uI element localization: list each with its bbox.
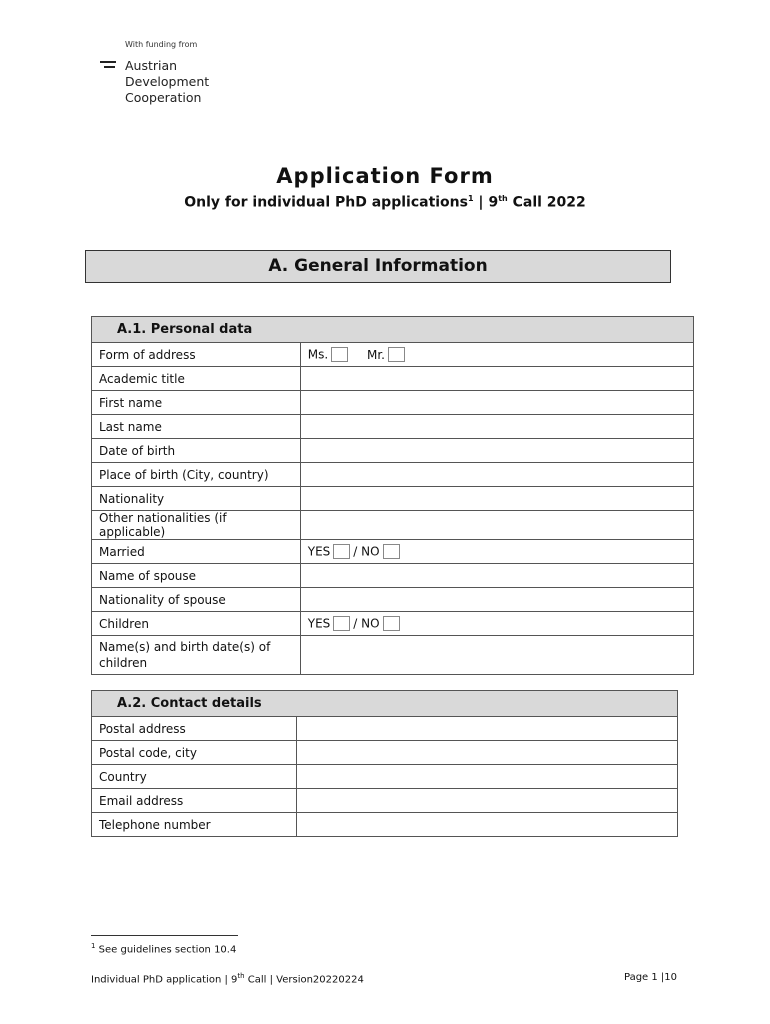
table-row bbox=[92, 367, 694, 391]
adc-logo-text bbox=[125, 58, 209, 106]
table-row bbox=[92, 789, 678, 813]
logo-line-1: Austrian bbox=[125, 58, 178, 73]
mr-label: Mr. bbox=[366, 347, 385, 362]
postal-address-field[interactable] bbox=[296, 717, 677, 741]
page-number: Page 1 |10 bbox=[624, 972, 678, 983]
page-subtitle bbox=[0, 194, 770, 211]
married-yes-label: YES bbox=[307, 544, 331, 559]
table-row bbox=[92, 511, 694, 540]
footer-version bbox=[91, 972, 364, 985]
name-of-spouse-label: Name of spouse bbox=[92, 564, 301, 588]
table-row bbox=[92, 564, 694, 588]
personal-data-header-row bbox=[92, 317, 694, 343]
personal-data-header: A.1. Personal data bbox=[92, 317, 694, 343]
section-a-heading: A. General Information bbox=[85, 250, 671, 283]
logo-line-2: Development bbox=[125, 74, 210, 89]
personal-data-table bbox=[91, 316, 694, 675]
nationality-of-spouse-field[interactable] bbox=[300, 588, 693, 612]
children-names-line-2: children bbox=[99, 656, 148, 670]
married-yes-checkbox[interactable] bbox=[333, 544, 350, 559]
academic-title-label: Academic title bbox=[92, 367, 301, 391]
children-names-line-1: Name(s) and birth date(s) of bbox=[99, 640, 271, 654]
postal-address-label: Postal address bbox=[92, 717, 297, 741]
page-title: Application Form bbox=[276, 164, 494, 188]
mr-checkbox[interactable] bbox=[388, 347, 405, 362]
table-row bbox=[92, 741, 678, 765]
country-label: Country bbox=[92, 765, 297, 789]
contact-details-table bbox=[91, 690, 678, 837]
nationality-field[interactable] bbox=[300, 487, 693, 511]
ms-label: Ms. bbox=[307, 347, 329, 362]
children-yes-label: YES bbox=[307, 616, 331, 631]
email-field[interactable] bbox=[296, 789, 677, 813]
place-of-birth-label: Place of birth (City, country) bbox=[92, 463, 301, 487]
place-of-birth-field[interactable] bbox=[300, 463, 693, 487]
call-number: 9 bbox=[488, 194, 499, 211]
subtitle-main: Only for individual PhD applications bbox=[184, 194, 468, 211]
table-row bbox=[92, 765, 678, 789]
postal-code-field[interactable] bbox=[296, 741, 677, 765]
table-row bbox=[92, 463, 694, 487]
telephone-label: Telephone number bbox=[92, 813, 297, 837]
table-row bbox=[92, 391, 694, 415]
postal-code-label: Postal code, city bbox=[92, 741, 297, 765]
table-row bbox=[92, 636, 694, 675]
table-row bbox=[92, 612, 694, 636]
table-row bbox=[92, 588, 694, 612]
footnote-text: See guidelines section 10.4 bbox=[95, 944, 237, 956]
contact-details-header-row bbox=[92, 691, 678, 717]
last-name-label: Last name bbox=[92, 415, 301, 439]
table-row bbox=[92, 415, 694, 439]
name-of-spouse-field[interactable] bbox=[300, 564, 693, 588]
date-of-birth-field[interactable] bbox=[300, 439, 693, 463]
children-names-field[interactable] bbox=[300, 636, 693, 675]
children-names-label bbox=[92, 636, 301, 675]
footnote-ref: 1 bbox=[467, 194, 474, 203]
first-name-label: First name bbox=[92, 391, 301, 415]
other-nationalities-field[interactable] bbox=[300, 511, 693, 540]
contact-details-header: A.2. Contact details bbox=[92, 691, 678, 717]
nationality-of-spouse-label: Nationality of spouse bbox=[92, 588, 301, 612]
married-label: Married bbox=[92, 540, 301, 564]
telephone-field[interactable] bbox=[296, 813, 677, 837]
footnote-divider bbox=[91, 935, 238, 936]
other-nationalities-label: Other nationalities (if applicable) bbox=[92, 511, 301, 540]
married-field bbox=[300, 540, 693, 564]
nationality-label: Nationality bbox=[92, 487, 301, 511]
call-rest: Call 2022 bbox=[507, 194, 586, 211]
call-ordinal: th bbox=[498, 194, 508, 203]
first-name-field[interactable] bbox=[300, 391, 693, 415]
children-yes-checkbox[interactable] bbox=[333, 616, 350, 631]
footnote-number: 1 bbox=[91, 942, 96, 950]
married-no-checkbox[interactable] bbox=[383, 544, 400, 559]
table-row bbox=[92, 813, 678, 837]
email-label: Email address bbox=[92, 789, 297, 813]
country-field[interactable] bbox=[296, 765, 677, 789]
table-row bbox=[92, 439, 694, 463]
subtitle-separator: | bbox=[473, 194, 489, 211]
adc-logo-icon bbox=[100, 61, 116, 69]
table-row bbox=[92, 717, 678, 741]
funding-tagline: With funding from bbox=[125, 40, 198, 49]
table-row bbox=[92, 540, 694, 564]
date-of-birth-label: Date of birth bbox=[92, 439, 301, 463]
children-no-label: / NO bbox=[353, 616, 380, 631]
form-of-address-field bbox=[300, 343, 693, 367]
footer-text-b: Call | Version20220224 bbox=[244, 974, 364, 986]
table-row bbox=[92, 343, 694, 367]
form-of-address-label: Form of address bbox=[92, 343, 301, 367]
ms-checkbox[interactable] bbox=[331, 347, 348, 362]
married-no-label: / NO bbox=[353, 544, 380, 559]
footer-text-a: Individual PhD application | 9 bbox=[91, 974, 238, 986]
children-field bbox=[300, 612, 693, 636]
last-name-field[interactable] bbox=[300, 415, 693, 439]
footer-ordinal: th bbox=[237, 972, 245, 980]
logo-line-3: Cooperation bbox=[125, 90, 202, 105]
children-no-checkbox[interactable] bbox=[383, 616, 400, 631]
table-row bbox=[92, 487, 694, 511]
academic-title-field[interactable] bbox=[300, 367, 693, 391]
footnote bbox=[91, 942, 236, 955]
children-label: Children bbox=[92, 612, 301, 636]
